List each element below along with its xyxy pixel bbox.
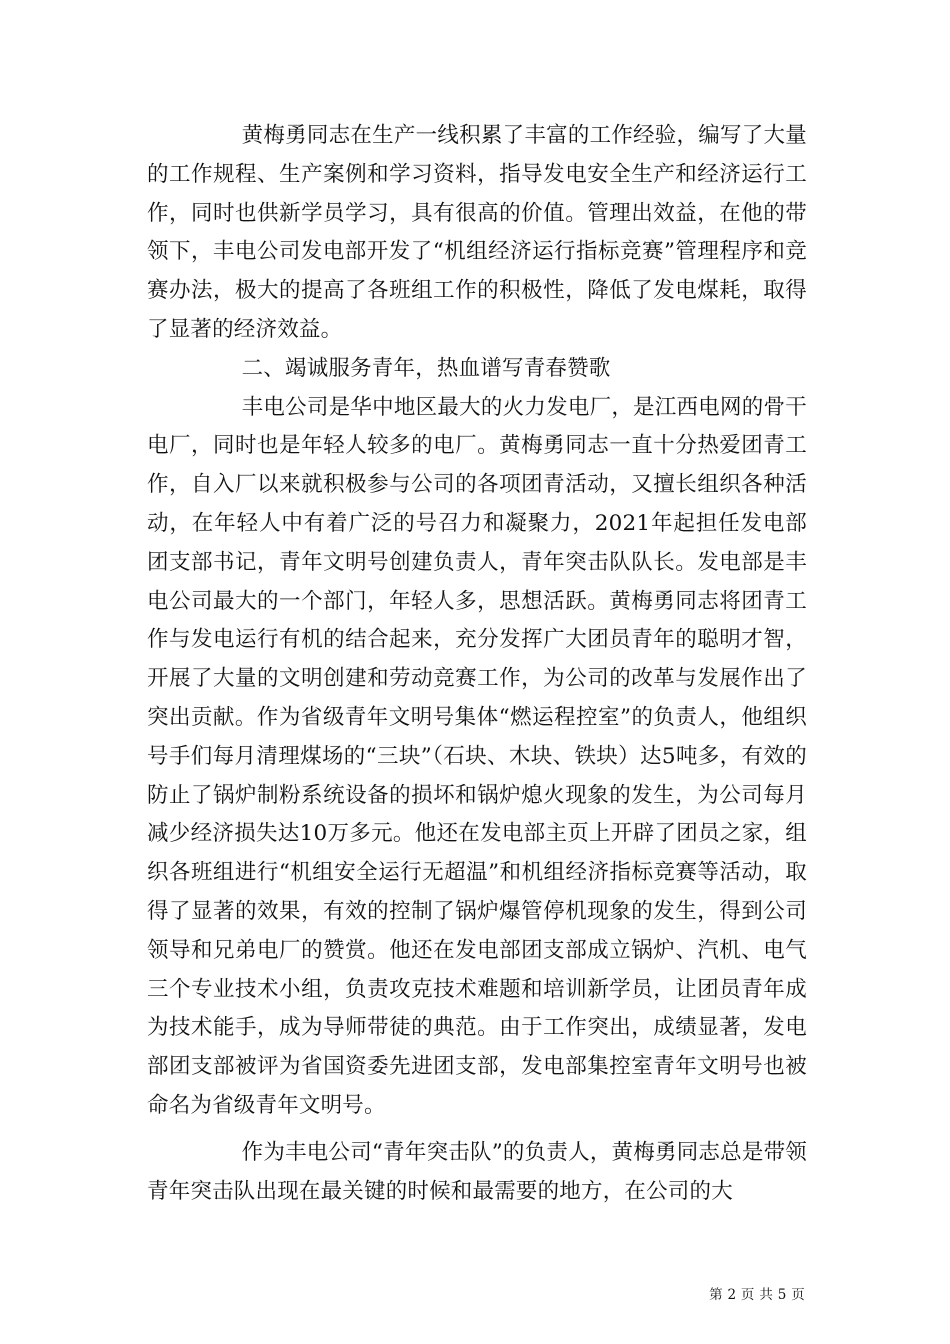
document-body [147, 117, 807, 1211]
paragraph-experience: 黄梅勇同志在生产一线积累了丰富的工作经验，编写了大量的工作规程、生产案例和学习资料，指导发电安全生产和经济运行工作，同时也供新学员学习，具有很高的价值。管理出效益，在他的带领下，丰电公司发电部开发了“机组经济运行指标竞赛”管理程序和竞赛办法，极大的提高了各班组工作的积极性，降低了发电煤耗，取得了显著的经济效益。 [147, 123, 807, 342]
paragraph-youth-service: 丰电公司是华中地区最大的火力发电厂，是江西电网的骨干电厂，同时也是年轻人较多的电厂。黄梅勇同志一直十分热爱团青工作，自入厂以来就积极参与公司的各项团青活动，又擅长组织各种活动，在年轻人中有着广泛的号召力和凝聚力，2021年起担任发电部团支部书记，青年文明号创建负责人，青年突击队队长。发电部是丰电公司最大的一个部门，年轻人多，思想活跃。黄梅勇同志将团青工作与发电运行有机的结合起来，充分发挥广大团员青年的聪明才智，开展了大量的文明创建和劳动竞赛工作，为公司的改革与发展作出了突出贡献。作为省级青年文明号集体“燃运程控室”的负责人，他组织号手们每月清理煤场的“三块”（石块、木块、铁块）达5吨多，有效的防止了锅炉制粉系统设备的损坏和锅炉熄火现象的发生，为公司每月减少经济损失达10万多元。他还在发电部主页上开辟了团员之家，组织各班组进行“机组安全运行无超温”和机组经济指标竞赛等活动，取得了显著的效果，有效的控制了锅炉爆管停机现象的发生，得到公司领导和兄弟电厂的赞赏。他还在发电部团支部成立锅炉、汽机、电气三个专业技术小组，负责攻克技术难题和培训新学员，让团员青年成为技术能手，成为导师带徒的典范。由于工作突出，成绩显著，发电部团支部被评为省国资委先进团支部，发电部集控室青年文明号也被命名为省级青年文明号。 [147, 394, 807, 1118]
paragraph-shock-team: 作为丰电公司“青年突击队”的负责人，黄梅勇同志总是带领青年突击队出现在最关键的时候和最需要的地方，在公司的大 [147, 1139, 807, 1204]
section-heading: 二、竭诚服务青年，热血谱写青春赞歌 [241, 355, 611, 381]
page-number-footer: 第 2 页 共 5 页 [709, 1287, 805, 1303]
